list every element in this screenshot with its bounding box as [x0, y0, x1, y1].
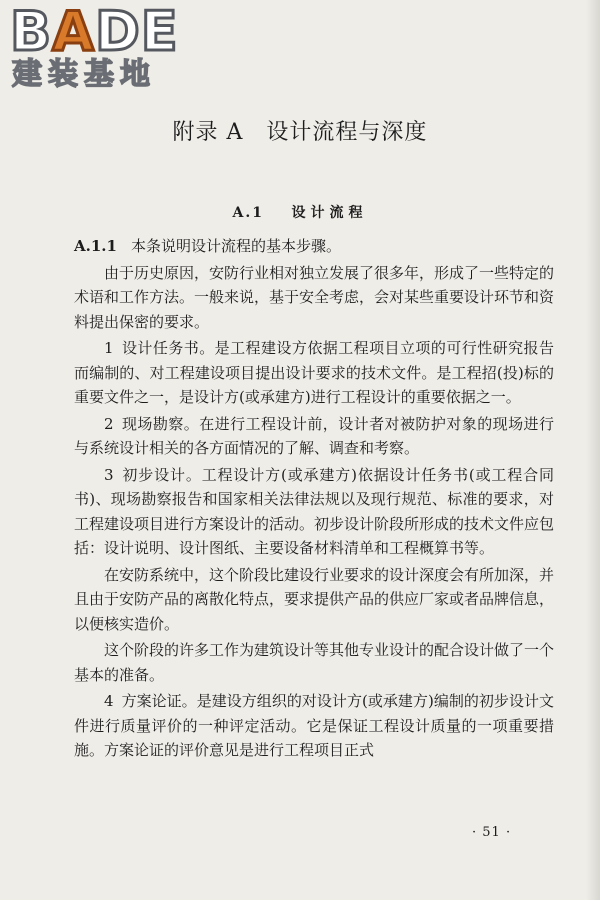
- paragraph-item-1: 1 设计任务书。是工程建设方依据工程项目立项的可行性研究报告而编制的、对工程建设项目提出设计要求的技术文件。是工程招(投)标的重要文件之一，是设计方(或承建方)进行工程设计的重要依据之一。: [74, 339, 554, 406]
- watermark-logo: [10, 2, 180, 92]
- section-title: 设计流程: [291, 205, 368, 221]
- clause-number: A.1.1: [74, 237, 117, 255]
- body-text: [74, 234, 554, 765]
- clause-text: 本条说明设计流程的基本步骤。: [130, 237, 341, 255]
- page-number: · 51 ·: [472, 825, 512, 840]
- paragraph-item-2: 2 现场勘察。在进行工程设计前，设计者对被防护对象的现场进行与系统设计相关的各方面情况的了解、调查和考察。: [74, 414, 554, 457]
- section-number: A.1: [232, 205, 264, 221]
- paragraph: 由于历史原因，安防行业相对独立发展了很多年，形成了一些特定的术语和工作方法。一般来说，基于安全考虑，会对某些重要设计环节和资料提出保密的要求。: [74, 263, 555, 331]
- paragraph-item-3: 3 初步设计。工程设计方(或承建方)依据设计任务书(或工程合同书)、现场勘察报告和国家相关法律法规以及现行规范、标准的要求，对工程建设项目进行方案设计的活动。初步设计阶段所形成的技术文件应包括：设计说明、设计图纸、主要设备材料清单和工程概算书等。: [74, 465, 555, 557]
- item-number: 3: [104, 465, 114, 484]
- paragraph: 在安防系统中，这个阶段比建设行业要求的设计深度会有所加深，并且由于安防产品的离散化特点，要求提供产品的供应厂家或者品牌信息，以便核实造价。: [74, 565, 555, 633]
- logo-chinese-text: 建装基地: [12, 57, 156, 92]
- clause-line: [74, 234, 554, 259]
- item-number: 1: [104, 339, 114, 357]
- paragraph: 这个阶段的许多工作为建筑设计等其他专业设计的配合设计做了一个基本的准备。: [74, 641, 555, 684]
- item-number: 2: [104, 414, 114, 433]
- paragraph-item-4: 4 方案论证。是建设方组织的对设计方(或承建方)编制的初步设计文件进行质量评价的一种评定活动。它是保证工程设计质量的一项重要措施。方案论证的评价意见是进行工程项目正式: [74, 692, 554, 759]
- item-number: 4: [104, 692, 114, 710]
- logo-wordmark: BADE: [10, 0, 179, 63]
- section-heading: [0, 202, 600, 222]
- appendix-title: 附录 A 设计流程与深度: [172, 120, 428, 145]
